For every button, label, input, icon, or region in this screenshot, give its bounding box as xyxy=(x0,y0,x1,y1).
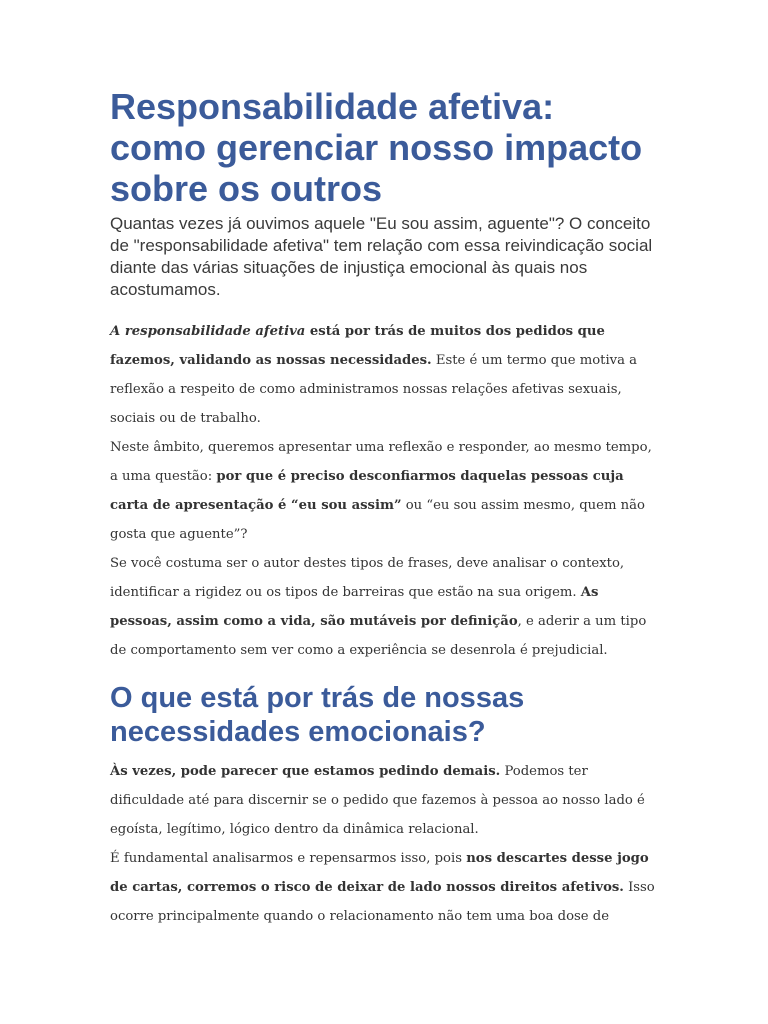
paragraph-5-start: É fundamental analisarmos e repensarmos isso, pois xyxy=(110,851,467,866)
paragraph-3-end: , e aderir a um tipo de comportamento sem ver como a experiência se desenrola é prejudicial. xyxy=(110,614,647,658)
paragraph-1-italic-bold: A responsabilidade afetiva xyxy=(110,324,306,339)
paragraph-4-bold: Às vezes, pode parecer que estamos pedindo demais. xyxy=(110,764,501,779)
paragraph-1-bold: está por trás de muitos dos pedidos que fazemos, validando as nossas necessidades. xyxy=(110,324,605,368)
paragraph-3-bold: As pessoas, assim como a vida, são mutáveis por definição xyxy=(110,585,599,629)
paragraph-1 xyxy=(110,317,658,433)
paragraph-5-end: Isso ocorre principalmente quando o relacionamento não tem uma boa dose de xyxy=(110,880,655,924)
paragraph-1-text: Este é um termo que motiva a reflexão a respeito de como administramos nossas relações afetivas sexuais, sociais ou de trabalho. xyxy=(110,353,638,426)
paragraph-2-bold: por que é preciso desconfiarmos daquelas pessoas cuja carta de apresentação é “eu sou assim” xyxy=(110,469,624,513)
paragraph-4 xyxy=(110,757,658,844)
section-heading: O que está por trás de nossas necessidades emocionais? xyxy=(110,682,525,748)
article-body-section-2 xyxy=(110,757,658,931)
paragraph-2 xyxy=(110,433,658,549)
article-title: Responsabilidade afetiva: como gerenciar nosso impacto sobre os outros xyxy=(110,86,643,209)
paragraph-2-start: Neste âmbito, queremos apresentar uma reflexão e responder, ao mesmo tempo, a uma questão: xyxy=(110,440,652,484)
paragraph-2-end: ou “eu sou assim mesmo, quem não gosta que aguente”? xyxy=(110,498,645,542)
paragraph-3 xyxy=(110,549,658,665)
paragraph-4-text: Podemos ter dificuldade até para discernir se o pedido que fazemos à pessoa ao nosso lado é egoísta, legítimo, lógico dentro da dinâmica relacional. xyxy=(110,764,645,837)
article-lead: Quantas vezes já ouvimos aquele "Eu sou assim, aguente"? O conceito de "responsabilidade afetiva" tem relação com essa reivindicação social diante das várias situações de injustiça emocional às quais nos acostumamos. xyxy=(110,214,653,299)
paragraph-3-start: Se você costuma ser o autor destes tipos de frases, deve analisar o contexto, identificar a rigidez ou os tipos de barreiras que estão na sua origem. xyxy=(110,556,625,600)
paragraph-5 xyxy=(110,844,658,931)
paragraph-5-bold: nos descartes desse jogo de cartas, corremos o risco de deixar de lado nossos direitos afetivos. xyxy=(110,851,649,895)
article-body-section-1 xyxy=(110,317,658,665)
